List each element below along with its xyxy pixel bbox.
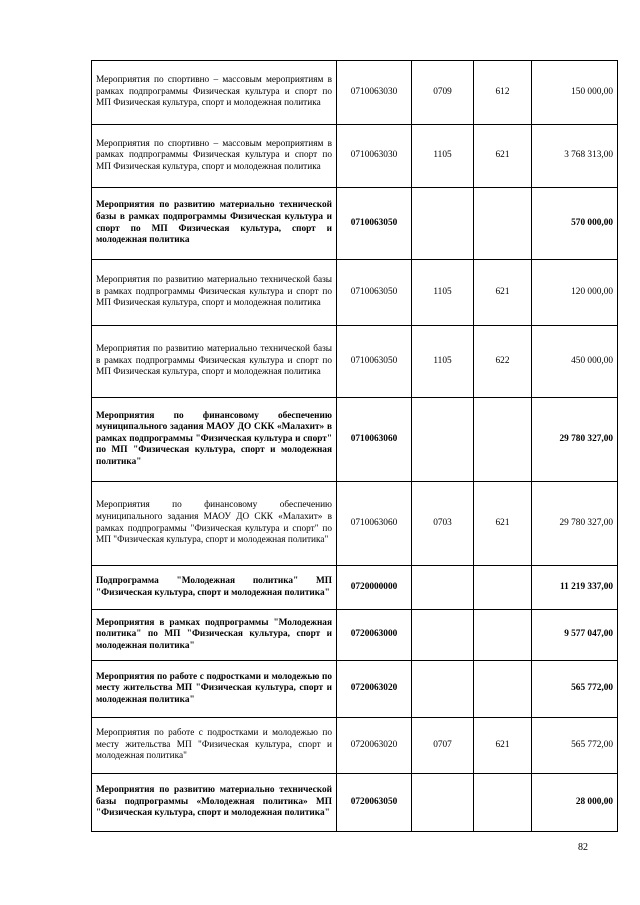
row-section: 1105 [412, 260, 474, 326]
table-row [92, 774, 618, 832]
table-row [92, 610, 618, 661]
row-vr: 622 [474, 326, 532, 398]
table-row [92, 398, 618, 482]
row-amount: 565 772,00 [532, 718, 618, 774]
row-amount: 570 000,00 [532, 188, 618, 260]
row-vr [474, 774, 532, 832]
row-code: 0710063060 [337, 398, 412, 482]
row-amount: 3 768 313,00 [532, 125, 618, 188]
row-section [412, 661, 474, 718]
row-amount: 29 780 327,00 [532, 482, 618, 566]
row-section: 0703 [412, 482, 474, 566]
table-row [92, 718, 618, 774]
row-section [412, 566, 474, 610]
row-code: 0710063030 [337, 61, 412, 125]
row-section [412, 610, 474, 661]
row-amount: 450 000,00 [532, 326, 618, 398]
row-section: 1105 [412, 125, 474, 188]
row-amount: 120 000,00 [532, 260, 618, 326]
row-vr: 612 [474, 61, 532, 125]
row-section [412, 188, 474, 260]
row-vr [474, 661, 532, 718]
row-code: 0710063050 [337, 188, 412, 260]
table-row [92, 260, 618, 326]
row-vr [474, 398, 532, 482]
row-code: 0720000000 [337, 566, 412, 610]
row-amount: 29 780 327,00 [532, 398, 618, 482]
table-row [92, 661, 618, 718]
row-name: Мероприятия по развитию материально технической базы в рамках подпрограммы Физическая культура и спорт по МП Физическая культура, спорт и молодежная политика [92, 326, 337, 398]
row-code: 0710063050 [337, 260, 412, 326]
row-name: Мероприятия по работе с подростками и молодежью по месту жительства МП "Физическая культура, спорт и молодежная политика" [92, 718, 337, 774]
row-name: Мероприятия по развитию материально технической базы в рамках подпрограммы Физическая культура и спорт по МП Физическая культура, спорт и молодежная политика [92, 260, 337, 326]
row-vr: 621 [474, 482, 532, 566]
row-vr [474, 566, 532, 610]
row-name: Мероприятия по спортивно – массовым мероприятиям в рамках подпрограммы Физическая культура и спорт по МП Физическая культура, спорт и молодежная политика [92, 61, 337, 125]
budget-table [91, 60, 618, 832]
row-amount: 565 772,00 [532, 661, 618, 718]
row-code: 0720063020 [337, 661, 412, 718]
row-amount: 28 000,00 [532, 774, 618, 832]
row-name: Мероприятия по развитию материально технической базы в рамках подпрограммы Физическая культура и спорт по МП Физическая культура, спорт и молодежная политика [92, 188, 337, 260]
row-amount: 11 219 337,00 [532, 566, 618, 610]
row-vr [474, 610, 532, 661]
table-row [92, 482, 618, 566]
row-code: 0710063050 [337, 326, 412, 398]
row-section: 0709 [412, 61, 474, 125]
table-row [92, 326, 618, 398]
table-row [92, 566, 618, 610]
row-name: Мероприятия по финансовому обеспечению муниципального задания МАОУ ДО СКК «Малахит» в рамках подпрограммы "Физическая культура и спорт" по МП "Физическая культура, спорт и молодежная политика" [92, 482, 337, 566]
table-row [92, 125, 618, 188]
row-name: Мероприятия в рамках подпрограммы "Молодежная политика" по МП "Физическая культура, спорт и молодежная политика" [92, 610, 337, 661]
row-amount: 150 000,00 [532, 61, 618, 125]
page-number: 82 [578, 842, 588, 853]
row-code: 0710063060 [337, 482, 412, 566]
row-name: Мероприятия по финансовому обеспечению муниципального задания МАОУ ДО СКК «Малахит» в рамках подпрограммы "Физическая культура и спорт" по МП "Физическая культура, спорт и молодежная политика" [92, 398, 337, 482]
row-code: 0720063020 [337, 718, 412, 774]
row-vr: 621 [474, 125, 532, 188]
row-code: 0720063000 [337, 610, 412, 661]
row-amount: 9 577 047,00 [532, 610, 618, 661]
row-section: 1105 [412, 326, 474, 398]
row-vr: 621 [474, 718, 532, 774]
row-vr [474, 188, 532, 260]
row-name: Мероприятия по работе с подростками и молодежью по месту жительства МП "Физическая культура, спорт и молодежная политика" [92, 661, 337, 718]
row-code: 0710063030 [337, 125, 412, 188]
row-name: Подпрограмма "Молодежная политика" МП "Физическая культура, спорт и молодежная политика" [92, 566, 337, 610]
row-vr: 621 [474, 260, 532, 326]
row-section [412, 398, 474, 482]
row-name: Мероприятия по спортивно – массовым мероприятиям в рамках подпрограммы Физическая культура и спорт по МП Физическая культура, спорт и молодежная политика [92, 125, 337, 188]
table-row [92, 188, 618, 260]
row-section: 0707 [412, 718, 474, 774]
row-name: Мероприятия по развитию материально технической базы подпрограммы «Молодежная политика» МП "Физическая культура, спорт и молодежная политика" [92, 774, 337, 832]
table-row [92, 61, 618, 125]
row-code: 0720063050 [337, 774, 412, 832]
row-section [412, 774, 474, 832]
